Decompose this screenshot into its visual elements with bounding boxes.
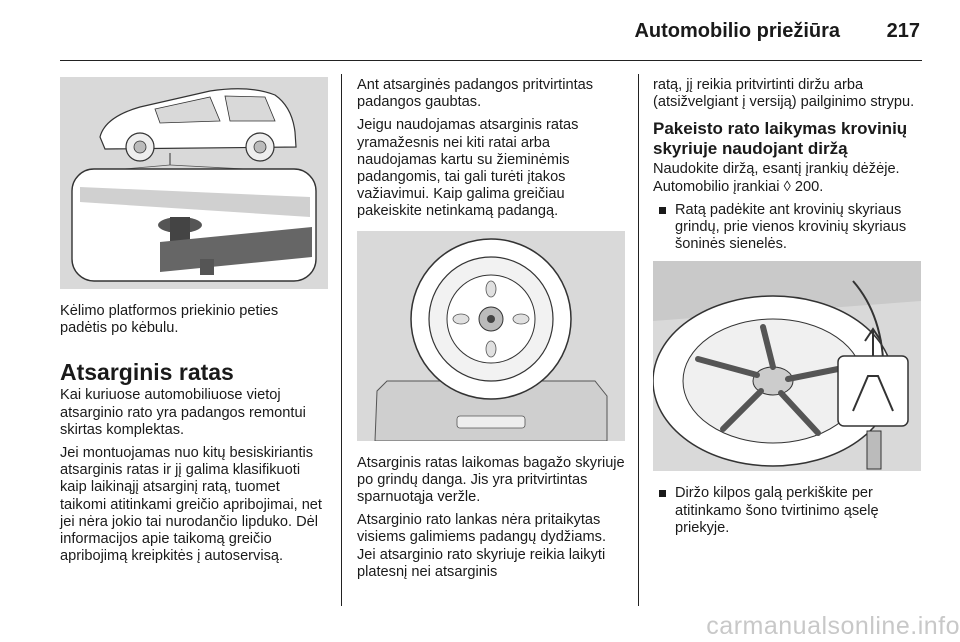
- bullet-item: [653, 485, 923, 537]
- paragraph: Kai kuriuose automobiliuose vietoj atsarginio rato yra padangos remontui skirtas komplektas.: [60, 387, 306, 438]
- bullet-square-icon: [659, 490, 666, 497]
- column-3: [653, 77, 923, 543]
- bullet-square-icon: [659, 207, 666, 214]
- lift-arm-figure: [60, 77, 328, 289]
- column-2: [357, 77, 625, 587]
- bullet-text: Ratą padėkite ant krovinių skyriaus grindų, prie vienos krovinių skyriaus šoninės sienelės.: [675, 201, 907, 253]
- watermark: carmanualsonline.info: [706, 612, 960, 640]
- page-number: 217: [886, 20, 920, 42]
- paragraph: Ant atsarginės padangos pritvirtintas padangos gaubtas.: [357, 77, 594, 111]
- figure-caption: Kėlimo platformos priekinio peties padėtis po kėbulu.: [60, 303, 279, 337]
- column-divider-right: [638, 74, 639, 606]
- column-divider-left: [341, 74, 342, 606]
- spare-wheel-figure: [357, 231, 625, 441]
- header-title: Automobilio priežiūra: [634, 20, 840, 42]
- column-1: [60, 77, 328, 571]
- section-heading: Atsarginis ratas: [60, 359, 234, 386]
- subsection-heading: Pakeisto rato laikymas krovinių skyriuje naudojant diržą: [653, 119, 908, 159]
- paragraph: Jei montuojamas nuo kitų besiskiriantis atsarginis ratas ir jį galima klasifikuoti kaip laikinąjį atsarginį ratą, tuomet taikomi atitinkami greičio apribojimai, net jei nėra jokio tai nurodančio lipduko. Dėl informacijos apie taikomą greičio apribojimą kreipkitės į autoservisą.: [60, 445, 322, 565]
- paragraph: Naudokite diržą, esantį įrankių dėžėje. Automobilio įrankiai ◊ 200.: [653, 161, 900, 195]
- paragraph: ratą, jį reikia pritvirtinti diržu arba (atsižvelgiant į versiją) pailginimo strypu.: [653, 77, 915, 111]
- paragraph: Atsarginis ratas laikomas bagažo skyriuje po grindų danga. Jis yra pritvirtintas sparnuotąja veržle.: [357, 454, 625, 506]
- paragraph: Jeigu naudojamas atsarginis ratas yramažesnis nei kiti ratai arba naudojamas kartu su žieminėmis padangomis, tai gali turėti įtakos važiavimui. Kaip galima greičiau pakeiskite netinkamą padangą.: [357, 117, 579, 220]
- paragraph: Atsarginio rato lankas nėra pritaikytas visiems galimiems padangų dydžiams. Jei atsarginio rato skyriuje reikia laikyti platesnį nei atsarginis: [357, 512, 607, 580]
- header-rule: [60, 60, 922, 61]
- bullet-text: Diržo kilpos galą perkiškite per atitinkamo šono tvirtinimo ąselę priekyje.: [675, 485, 879, 536]
- wheel-strap-figure: [653, 261, 921, 471]
- bullet-item: [653, 202, 923, 254]
